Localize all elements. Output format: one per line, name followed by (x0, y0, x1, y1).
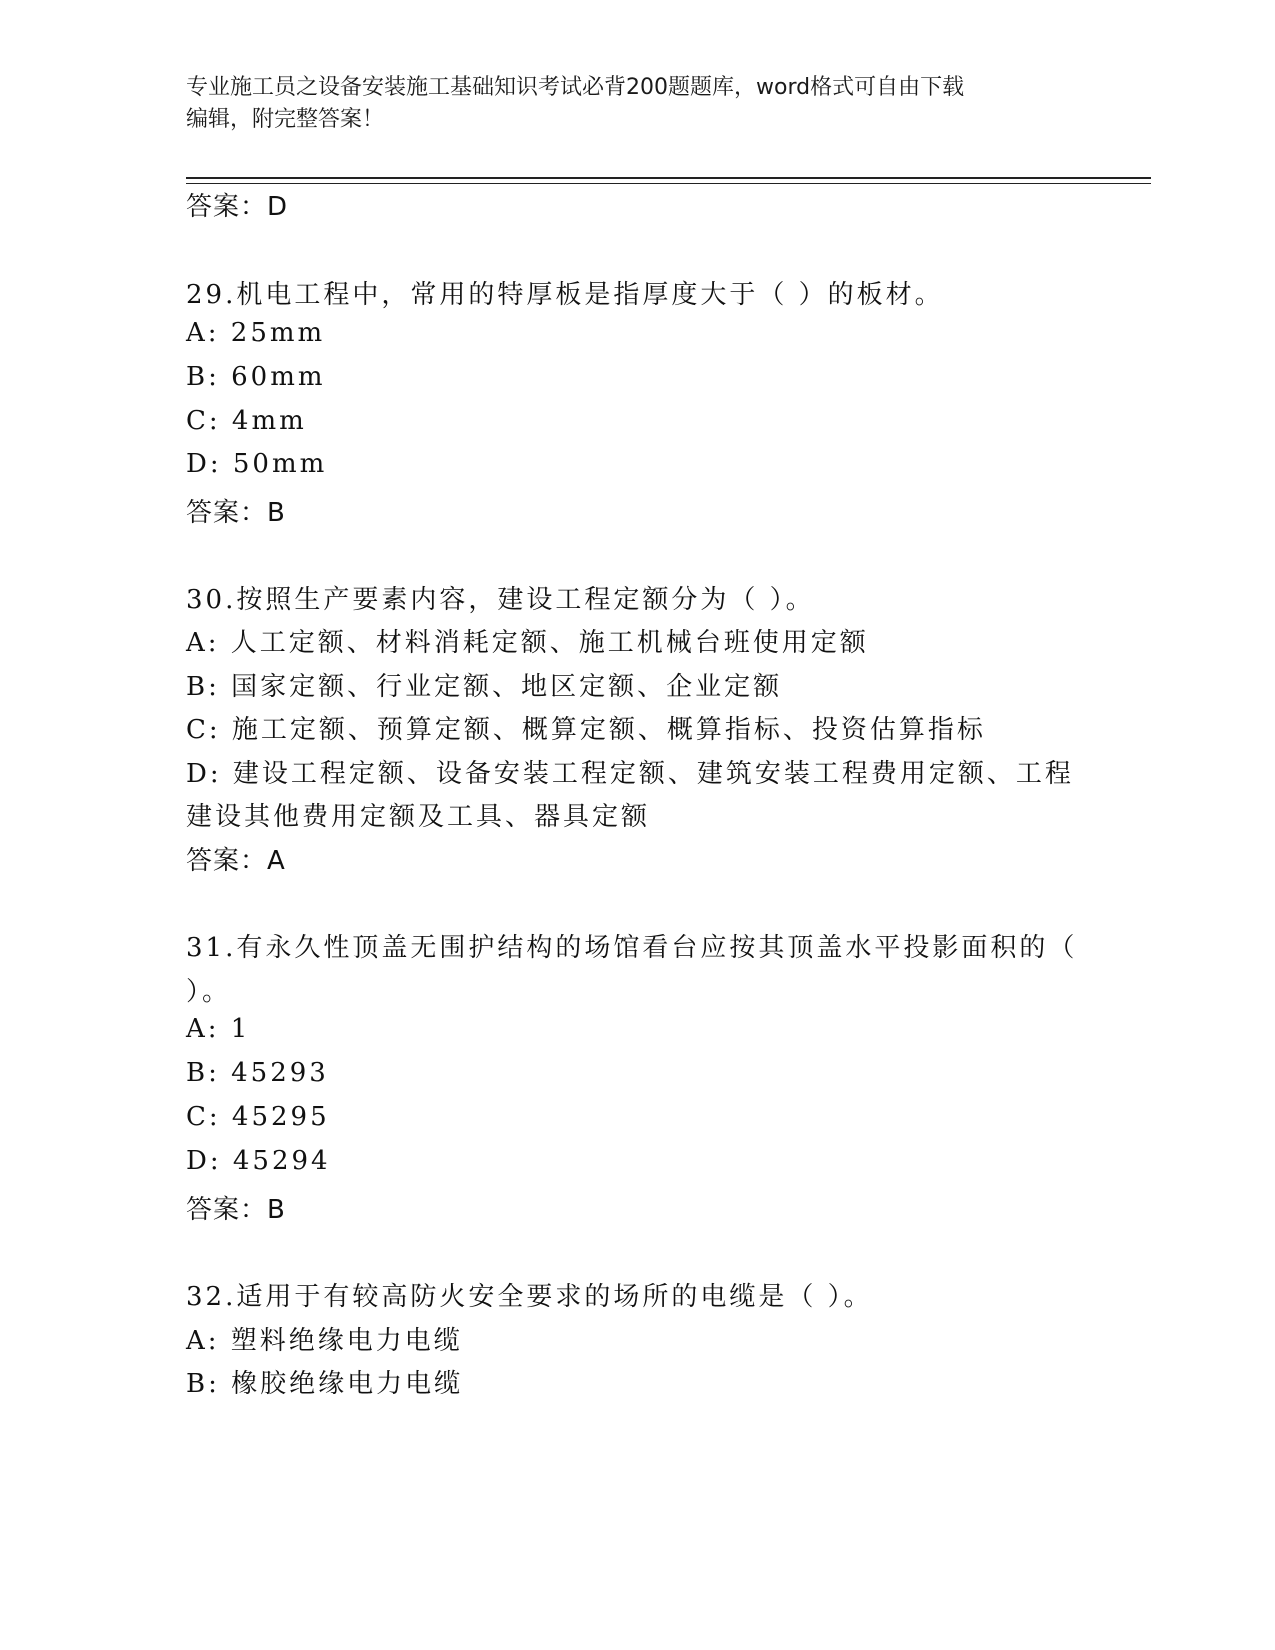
answer-line: 答案：B (186, 498, 286, 528)
option-a: A: 25mm (186, 318, 326, 348)
option-a: A: 1 (186, 1014, 251, 1044)
question-stem: 30.按照生产要素内容，建设工程定额分为（ ）。 (186, 585, 815, 615)
question-stem: 29.机电工程中，常用的特厚板是指厚度大于（ ）的板材。 (186, 280, 944, 310)
option-b: B: 橡胶绝缘电力电缆 (186, 1369, 464, 1399)
option-b: B: 45293 (186, 1058, 329, 1088)
question-stem-continued: ）。 (186, 977, 232, 1007)
option-c: C: 45295 (186, 1102, 330, 1132)
option-a: A: 人工定额、材料消耗定额、施工机械台班使用定额 (186, 628, 869, 658)
header-divider-thin (186, 183, 1151, 184)
option-d: D: 建设工程定额、设备安装工程定额、建筑安装工程费用定额、工程 (186, 759, 1074, 789)
answer-line: 答案：D (186, 192, 289, 222)
option-d-continued: 建设其他费用定额及工具、器具定额 (186, 802, 651, 832)
option-c: C: 施工定额、预算定额、概算定额、概算指标、投资估算指标 (186, 715, 986, 745)
question-stem: 32.适用于有较高防火安全要求的场所的电缆是（ ）。 (186, 1282, 873, 1312)
header-line-2: 编辑，附完整答案！ (186, 107, 385, 132)
question-stem: 31.有永久性顶盖无围护结构的场馆看台应按其顶盖水平投影面积的（ (186, 933, 1078, 963)
answer-line: 答案：B (186, 1195, 286, 1225)
answer-line: 答案：A (186, 846, 286, 876)
header-divider (186, 177, 1151, 179)
option-d: D: 45294 (186, 1146, 331, 1176)
option-b: B: 60mm (186, 362, 326, 392)
option-d: D: 50mm (186, 449, 328, 479)
option-b: B: 国家定额、行业定额、地区定额、企业定额 (186, 672, 783, 702)
header-line-1: 专业施工员之设备安装施工基础知识考试必背200题题库，word格式可自由下载 (186, 75, 965, 100)
document-header (186, 72, 1066, 136)
option-a: A: 塑料绝缘电力电缆 (186, 1326, 463, 1356)
option-c: C: 4mm (186, 406, 307, 436)
